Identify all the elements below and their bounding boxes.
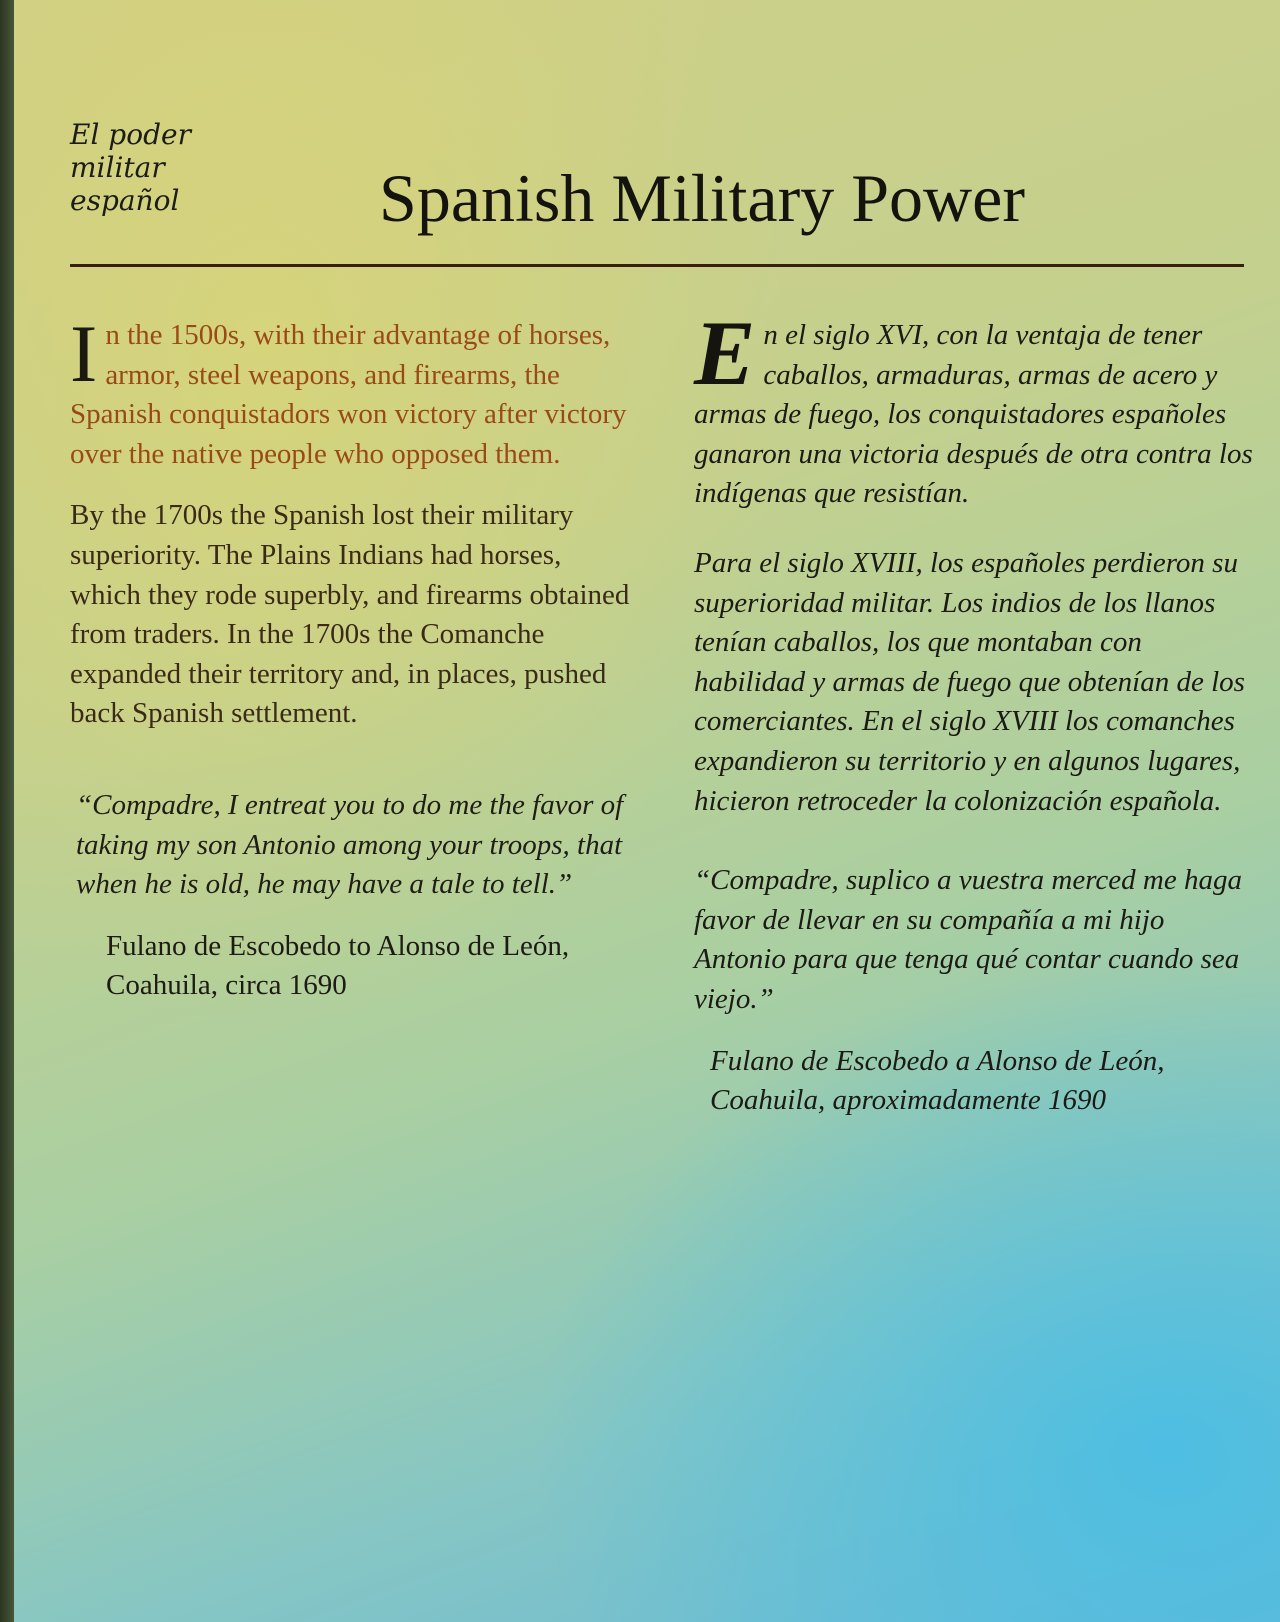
spanish-attribution: Fulano de Escobedo a Alonso de León, Coahuila, aproximadamente 1690	[710, 1044, 1165, 1117]
spanish-paragraph-1	[694, 302, 1254, 514]
english-quote: “Compadre, I entreat you to do me the favor of taking my son Antonio among your troops, that when he is old, he may have a tale to tell.”	[76, 788, 624, 901]
exhibit-panel	[14, 0, 1280, 1622]
spanish-subtitle: El poder militar español	[70, 118, 191, 217]
english-paragraph-1-text: n the 1500s, with their advantage of horses, armor, steel weapons, and firearms, the Spanish conquistadors won victory after victory over the native people who opposed them.	[70, 319, 627, 470]
english-attribution: Fulano de Escobedo to Alonso de León, Coahuila, circa 1690	[106, 929, 570, 1002]
spanish-paragraph-2: Para el siglo XVIII, los españoles perdieron su superioridad militar. Los indios de los llanos tenían caballos, los que montaban con habilidad y armas de fuego que obtenían de los comerciantes. En el siglo XVIII los comanches expandieron su territorio y en algunos lugares, hicieron retroceder la colonización española.	[694, 546, 1245, 817]
spanish-drop-cap: E	[694, 302, 756, 404]
english-drop-cap: I	[70, 308, 98, 399]
panel-edge-shadow	[0, 0, 14, 1622]
spanish-paragraph-1-text: n el siglo XVI, con la ventaja de tener caballos, armaduras, armas de acero y armas de fuego, los conquistadores españoles ganaron una victoria después de otra contra los indígenas que resistían.	[694, 319, 1253, 510]
spanish-quote: “Compadre, suplico a vuestra merced me haga favor de llevar en su compañía a mi hijo Antonio para que tenga qué contar cuando sea viejo.”	[694, 864, 1242, 1015]
english-column	[70, 308, 630, 1006]
english-paragraph-1	[70, 308, 630, 474]
page-title: Spanish Military Power	[379, 160, 1025, 236]
english-paragraph-2: By the 1700s the Spanish lost their military superiority. The Plains Indians had horses, which they rode superbly, and firearms obtained from traders. In the 1700s the Comanche expanded their territory and, in places, pushed back Spanish settlement.	[70, 499, 630, 730]
title-divider	[70, 264, 1244, 267]
spanish-column	[694, 302, 1254, 1121]
